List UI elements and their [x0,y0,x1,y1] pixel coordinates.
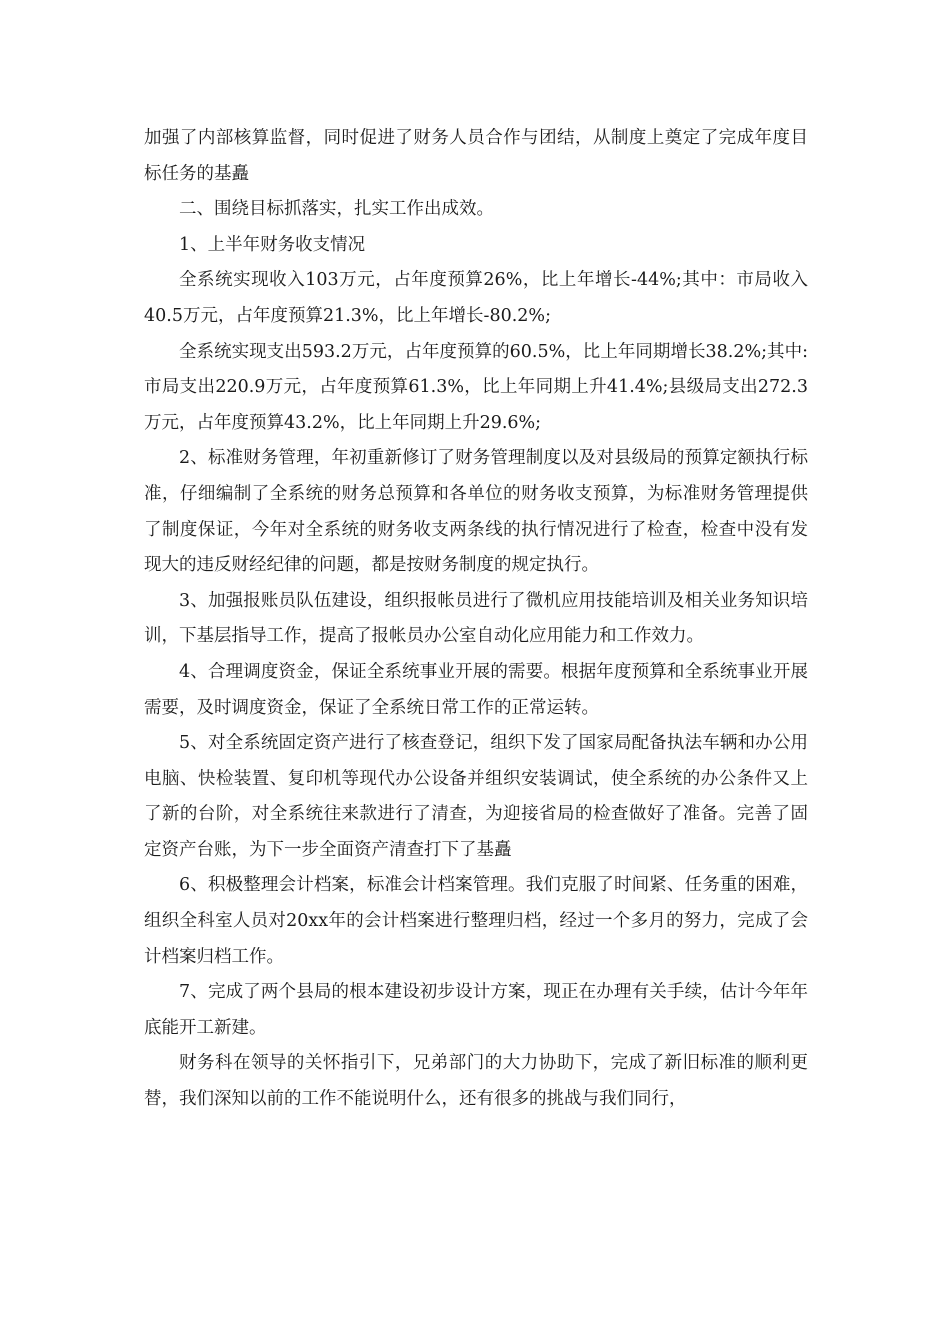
paragraph-item-5: 5、对全系统固定资产进行了核查登记，组织下发了国家局配备执法车辆和办公用电脑、快检装置、复印机等现代办公设备并组织安装调试，使全系统的办公条件又上了新的台阶，对全系统往来款进行了清查，为迎接省局的检查做好了准备。完善了固定资产台账，为下一步全面资产清查打下了基矗 [144,733,808,860]
paragraph-item-4: 4、合理调度资金，保证全系统事业开展的需要。根据年度预算和全系统事业开展需要，及时调度资金，保证了全系统日常工作的正常运转。 [144,661,808,718]
paragraph-expenditure: 全系统实现支出593.2万元，占年度预算的60.5%，比上年同期增长38.2%;其中:市局支出220.9万元，占年度预算61.3%，比上年同期上升41.4%;县级局支出272.3万元，占年度预算43.2%，比上年同期上升29.6%; [144,341,808,433]
paragraph-item-6: 6、积极整理会计档案，标准会计档案管理。我们克服了时间紧、任务重的困难，组织全科室人员对20xx年的会计档案进行整理归档，经过一个多月的努力，完成了会计档案归档工作。 [144,875,808,967]
item-heading-1: 1、上半年财务收支情况 [179,234,366,255]
paragraph-income: 全系统实现收入103万元，占年度预算26%，比上年增长-44%;其中：市局收入40.5万元，占年度预算21.3%，比上年增长-80.2%; [144,270,808,326]
paragraph-item-2: 2、标准财务管理，年初重新修订了财务管理制度以及对县级局的预算定额执行标准，仔细编制了全系统的财务总预算和各单位的财务收支预算，为标准财务管理提供了制度保证，今年对全系统的财务收支两条线的执行情况进行了检查，检查中没有发现大的违反财经纪律的问题，都是按财务制度的规定执行。 [144,448,808,576]
document-body [144,121,808,1118]
paragraph-item-3: 3、加强报账员队伍建设，组织报帐员进行了微机应用技能培训及相关业务知识培训，下基层指导工作，提高了报帐员办公室自动化应用能力和工作效力。 [144,590,808,647]
paragraph-item-7: 7、完成了两个县局的根本建设初步设计方案，现正在办理有关手续，估计今年年底能开工新建。 [144,982,808,1038]
section-heading-2: 二、围绕目标抓落实，扎实工作出成效。 [179,199,494,220]
paragraph-closing: 财务科在领导的关怀指引下，兄弟部门的大力协助下，完成了新旧标准的顺利更替，我们深知以前的工作不能说明什么，还有很多的挑战与我们同行， [144,1053,808,1110]
paragraph-continuation: 加强了内部核算监督，同时促进了财务人员合作与团结，从制度上奠定了完成年度目标任务的基矗 [144,128,808,184]
